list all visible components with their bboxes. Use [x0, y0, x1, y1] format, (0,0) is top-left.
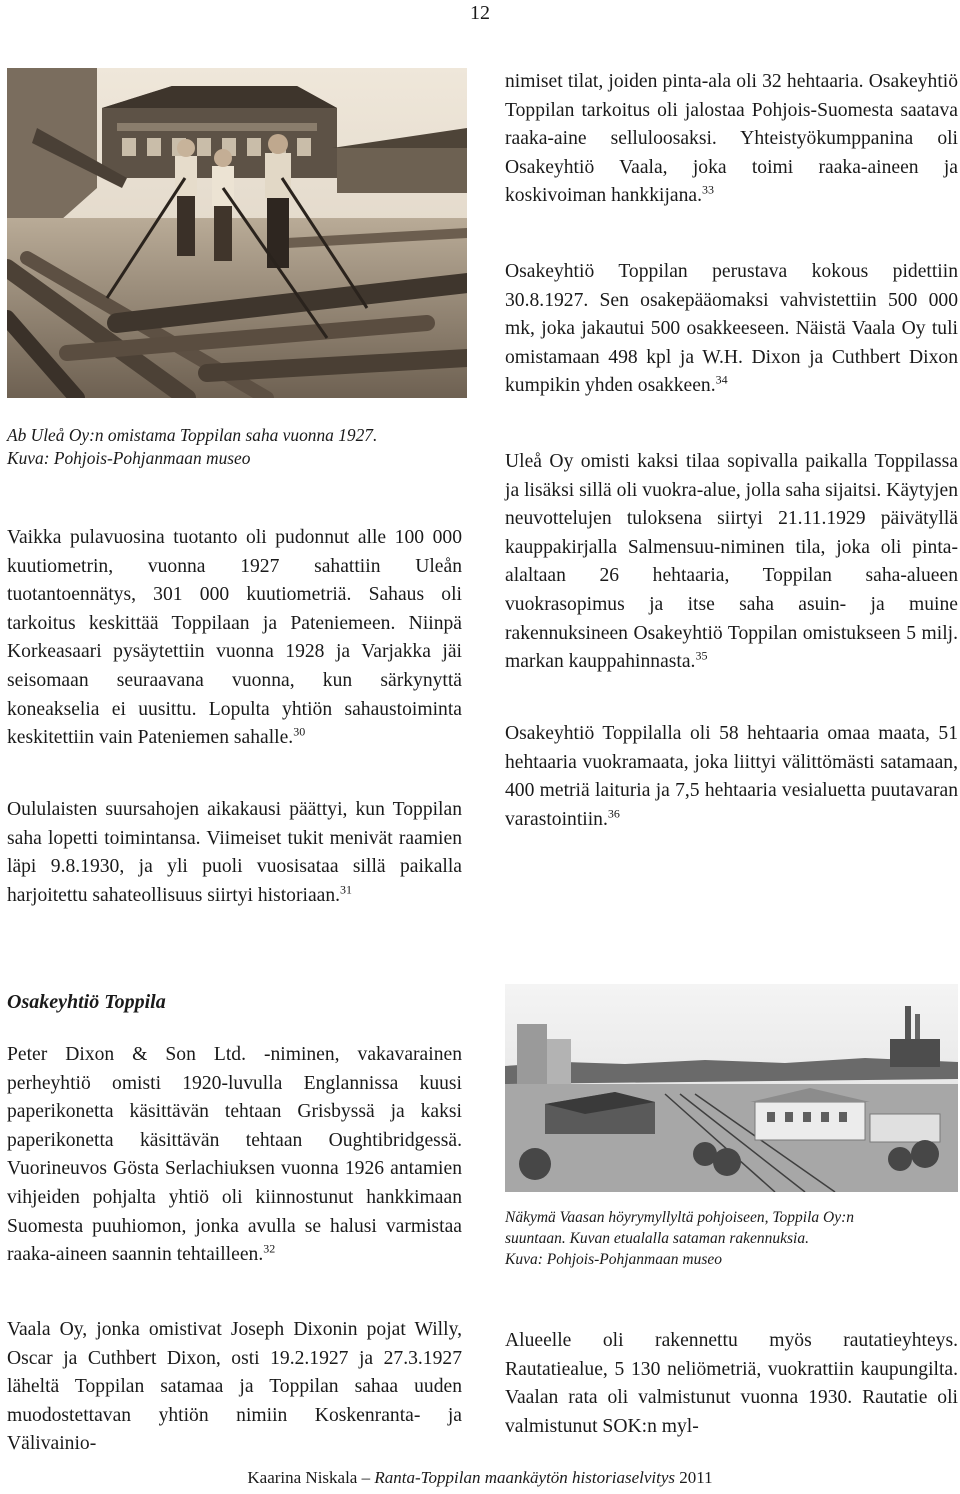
sawmill-photo — [7, 68, 467, 398]
sawmill-photo-image — [7, 68, 467, 398]
harbour-photo — [505, 984, 958, 1192]
right-para3-text: Uleå Oy omisti kaksi tilaa sopivalla paikalla Toppilassa ja lisäksi sillä oli vuokra-alue, jolla saha sijaitsi. Käytyjen neuvottelujen tuloksena siirtyi 21.11.1929 päivätyllä kauppakirjalla Salmensuu-niminen tila, joka oli pinta-alaltaan 26 hehtaaria, Toppilan saha-alueen vuokrasopimus ja itse saha asuin- ja muine rakennuksineen Osakeyhtiö Toppilan omistukseen 5 milj. markan kauppahinnasta. — [505, 451, 958, 673]
right-paragraph-3 — [505, 448, 958, 677]
left-paragraph-2 — [7, 796, 462, 910]
photo1-caption-line1: Ab Uleå Oy:n omistama Toppilan saha vuonna 1927. — [7, 425, 378, 445]
photo2-caption — [505, 1207, 958, 1270]
left-paragraph-4 — [7, 1316, 462, 1459]
footnote-ref-36: 36 — [607, 806, 620, 821]
left-para3-text: Peter Dixon & Son Ltd. -niminen, vakavarainen perheyhtiö omisti 1920-luvulla Englannissa kuusi paperikonetta käsittävän tehtaan Grisbyssä ja kaksi paperikonetta käsittävän tehtaan Oughtibridgessä. Vuorineuvos Gösta Serlachiuksen vuonna 1926 antamien vihjeiden pohjalta yhtiö oli kiinnostunut hankkimaan Suomesta puuhiomon, jonka avulla se halusi varmistaa raaka-aineen saannin tehtailleen. — [7, 1044, 462, 1266]
photo2-caption-line2: suuntaan. Kuvan etualalla sataman rakennuksia. — [505, 1230, 809, 1247]
footer-dash: – — [357, 1468, 375, 1487]
footnote-ref-30: 30 — [293, 724, 306, 739]
left-paragraph-1 — [7, 524, 462, 753]
left-para2-text: Oululaisten suursahojen aikakausi päättyi, kun Toppilan saha lopetti toimintansa. Viimeiset tukit menivät raamien läpi 9.8.1930, ja yli puoli vuosisataa sillä paikalla harjoitettu sahateollisuus siirtyi historiaan. — [7, 799, 462, 906]
left-para1-text: Vaikka pulavuosina tuotanto oli pudonnut alle 100 000 kuutiometrin, vuonna 1927 sahattiin Uleån tuotantoennätys, 301 000 kuutiometriä. Sahaus oli tarkoitus keskittää Toppilaan ja Pateniemeen. Niinpä Korkeasaari pysäytettiin vuonna 1928 ja Varjakka jäi seisomaan seuraavana vuonna, kun särkynyttä koneakselia ei uusittu. Lopulta yhtiön sahaustoiminta keskitettiin vain Pateniemen sahalle. — [7, 527, 462, 749]
section-heading: Osakeyhtiö Toppila — [7, 991, 166, 1013]
right-para1-text: nimiset tilat, joiden pinta-ala oli 32 hehtaaria. Osakeyhtiö Toppilan tarkoitus oli jalostaa Pohjois-Suomesta saatava raaka-aine selluloosaksi. Yhteistyökumppanina oli Osakeyhtiö Vaala, joka toimi raaka-aineen ja koskivoiman hankkijana. — [505, 71, 958, 207]
footnote-ref-34: 34 — [715, 372, 728, 387]
right-para5-text: Alueelle oli rakennettu myös rautatieyhteys. Rautatiealue, 5 130 neliömetriä, vuokrattiin kaupungilta. Vaalan rata oli valmistunut vuonna 1930. Rautatie oli valmistunut SOK:n myl- — [505, 1330, 958, 1437]
footer-author: Kaarina Niskala — [247, 1468, 358, 1487]
photo1-caption — [7, 424, 462, 470]
footnote-ref-33: 33 — [702, 182, 714, 197]
right-para2-text: Osakeyhtiö Toppilan perustava kokous pidettiin 30.8.1927. Sen osakepääomaksi vahvistettiin 500 000 mk, joka jakautui 500 osakkeeseen. Näistä Vaala Oy tuli omistamaan 498 kpl ja W.H. Dixon ja Cuthbert Dixon kumpikin yhden osakkeen. — [505, 261, 958, 397]
harbour-photo-image — [505, 984, 958, 1192]
right-paragraph-4 — [505, 720, 958, 834]
footer-title: Ranta-Toppilan maankäytön historiaselvitys — [374, 1468, 675, 1487]
photo1-caption-line2: Kuva: Pohjois-Pohjanmaan museo — [7, 448, 251, 468]
right-para4-text: Osakeyhtiö Toppilalla oli 58 hehtaaria omaa maata, 51 hehtaaria vuokramaata, joka liittyi välittömästi satamaan, 400 metriä laituria ja 7,5 hehtaaria vesialuetta puutavaran varastointiin. — [505, 723, 958, 830]
page-footer — [0, 1468, 960, 1488]
right-paragraph-1 — [505, 68, 958, 211]
right-paragraph-5 — [505, 1327, 958, 1441]
photo2-caption-line1: Näkymä Vaasan höyrymyllyltä pohjoiseen, Toppila Oy:n — [505, 1209, 854, 1226]
footnote-ref-35: 35 — [695, 648, 708, 663]
footnote-ref-31: 31 — [340, 882, 353, 897]
left-para4-text: Vaala Oy, jonka omistivat Joseph Dixonin pojat Willy, Oscar ja Cuthbert Dixon, osti 19.2.1927 ja 27.3.1927 läheltä Toppilan satamaa ja Toppilan sahaa uuden muodostettavan yhtiön nimiin Koskenranta- ja Välivainio- — [7, 1319, 462, 1455]
footer-year: 2011 — [675, 1468, 713, 1487]
right-paragraph-2 — [505, 258, 958, 401]
page-number: 12 — [470, 2, 490, 24]
photo2-caption-line3: Kuva: Pohjois-Pohjanmaan museo — [505, 1251, 722, 1268]
footnote-ref-32: 32 — [263, 1241, 276, 1256]
left-paragraph-3 — [7, 1041, 462, 1270]
